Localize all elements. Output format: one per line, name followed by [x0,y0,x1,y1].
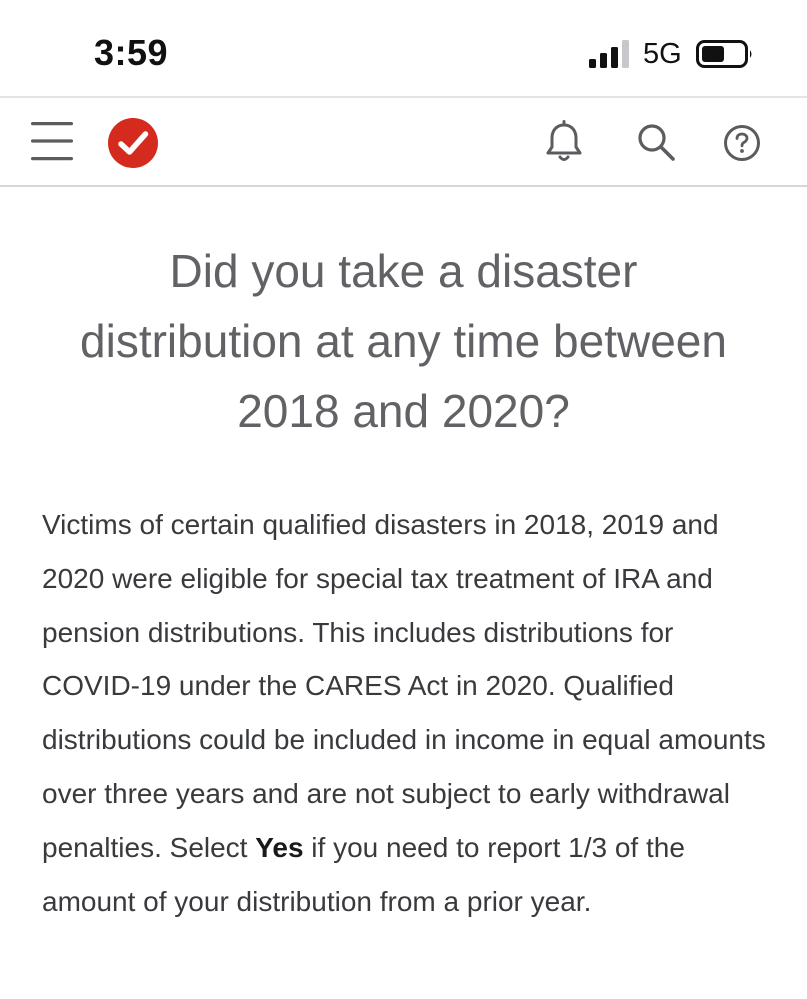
battery-icon [696,40,754,68]
description-paragraph [42,498,777,928]
status-time: 3:59 [94,32,169,73]
description-bold-yes: Yes [255,831,304,863]
status-bar [0,0,807,96]
checkmark-logo-icon[interactable] [107,117,159,169]
description-text: Victims of certain qualified disasters in 2018, 2019 and 2020 were eligible for special tax treatment of IRA and pension distributions. This includes distributions for COVID-19 under the CARES Act in 2020. Qualified distributions could be included in income in equal amounts over three years and are not subject to early withdrawal penalties. Select [42,509,766,863]
help-question-icon[interactable] [723,124,761,162]
page-title: Did you take a disaster distribution at any time between 2018 and 2020? [80,245,727,437]
description-text-end: if you need to report 1/3 of the amount of your distribution from a prior year. [42,831,685,917]
hamburger-menu-icon[interactable] [30,118,74,164]
search-icon[interactable] [636,122,676,162]
network-type: 5G [643,38,682,70]
header-divider [0,185,807,187]
app-header [0,98,807,186]
cellular-signal-icon [589,40,631,68]
bell-icon[interactable] [544,120,584,164]
